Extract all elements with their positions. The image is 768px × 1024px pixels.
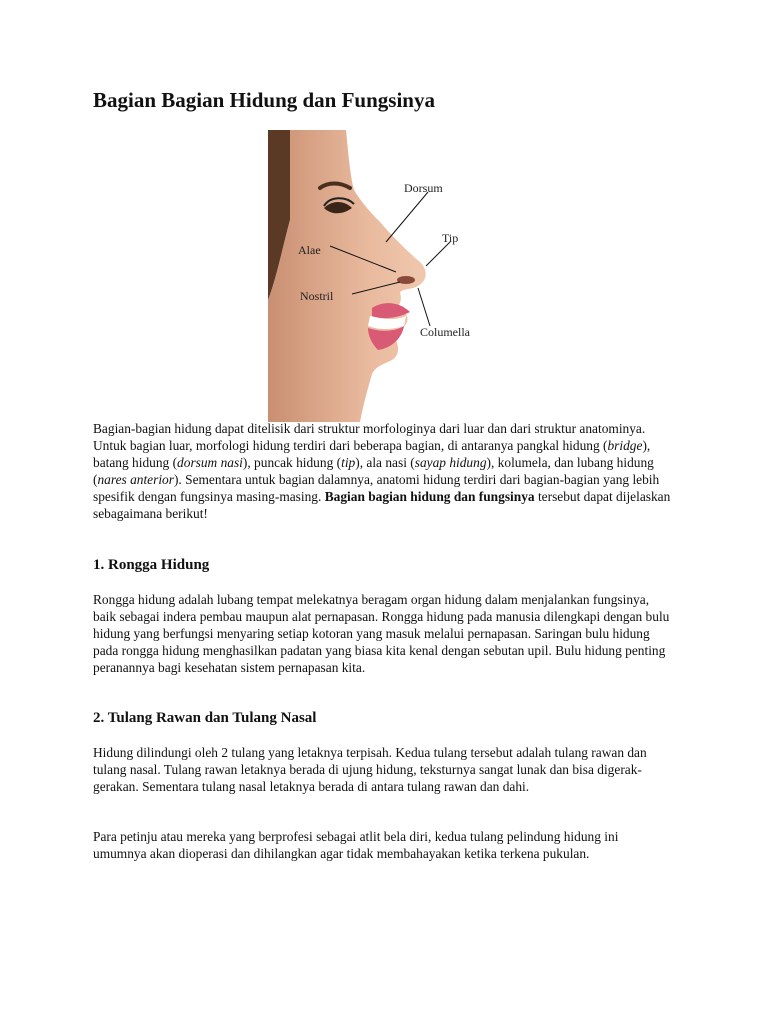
- nose-anatomy-figure: [268, 130, 490, 422]
- label-nostril: Nostril: [300, 289, 334, 303]
- label-tip: Tip: [442, 231, 459, 245]
- intro-paragraph: Bagian-bagian hidung dapat ditelisik dari struktur morfologinya dari luar dan dari struktur anatominya. Untuk bagian luar, morfologi hidung terdiri dari beberapa bagian, di antaranya pangkal hidung (bridge), batang hidung (dorsum nasi), puncak hidung (tip), ala nasi (sayap hidung), kolumela, dan lubang hidung (nares anterior). Sementara untuk bagian dalamnya, anatomi hidung terdiri dari bagian-bagian yang lebih spesifik dengan fungsinya masing-masing. Bagian bagian hidung dan fungsinya tersebut dapat dijelaskan sebagaimana berikut!: [93, 421, 671, 521]
- section-1-heading: 1. Rongga Hidung: [93, 557, 210, 573]
- label-columella: Columella: [420, 325, 470, 339]
- label-dorsum: Dorsum: [404, 181, 443, 195]
- section-2-paragraph-2: Para petinju atau mereka yang berprofesi sebagai atlit bela diri, kedua tulang pelindung hidung ini umumnya akan dioperasi dan dihilangkan agar tidak membahayakan ketika terkena pukulan.: [93, 829, 619, 861]
- section-2-heading: 2. Tulang Rawan dan Tulang Nasal: [93, 710, 317, 726]
- label-alae: Alae: [298, 243, 321, 257]
- page-title: Bagian Bagian Hidung dan Fungsinya: [93, 88, 435, 112]
- nostril-shape: [397, 276, 415, 284]
- section-2-paragraph-1: Hidung dilindungi oleh 2 tulang yang letaknya terpisah. Kedua tulang tersebut adalah tulang rawan dan tulang nasal. Tulang rawan letaknya berada di ujung hidung, teksturnya sangat lunak dan bisa digerak-gerakan. Sementara tulang nasal letaknya berada di antara tulang rawan dan dahi.: [93, 745, 647, 794]
- section-1-paragraph: Rongga hidung adalah lubang tempat melekatnya beragam organ hidung dalam menjalankan fungsinya, baik sebagai indera pembau maupun alat pernapasan. Rongga hidung pada manusia dilengkapi dengan bulu hidung yang berfungsi menyaring setiap kotoran yang masuk melalui pernapasan. Saringan bulu hidung pada rongga hidung menghasilkan padatan yang biasa kita kenal dengan sebutan upil. Bulu hidung penting peranannya bagi kesehatan sistem pernapasan kita.: [93, 592, 670, 675]
- face-profile: [268, 130, 426, 422]
- nose-diagram: [268, 130, 490, 422]
